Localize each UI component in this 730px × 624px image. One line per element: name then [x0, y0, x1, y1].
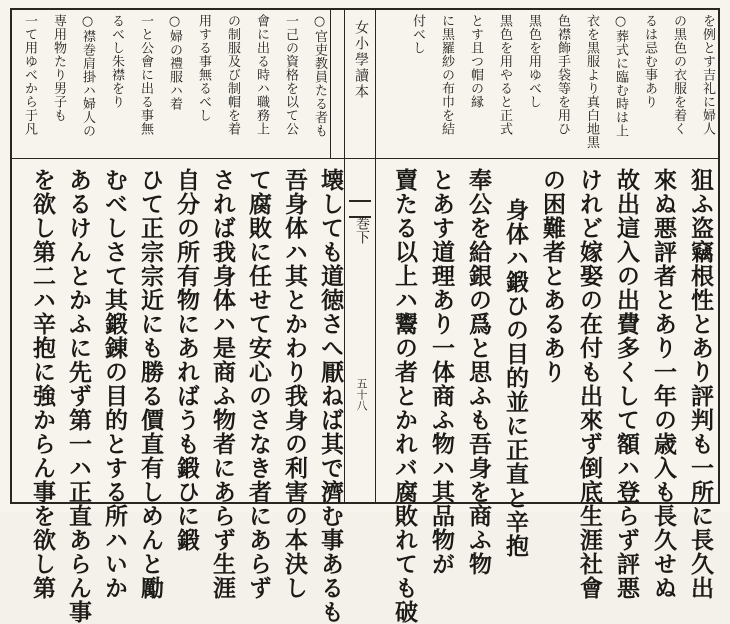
- page-number: 五十八: [355, 378, 368, 411]
- header-left-notes: [12, 10, 331, 158]
- page-frame: [10, 8, 720, 624]
- note-column: ○婦の禮服ハ着: [167, 14, 182, 111]
- main-text-body: [12, 158, 718, 624]
- note-column: 會に出る時ハ職務上: [254, 14, 269, 136]
- note-column: ○襟巻肩掛ハ婦人の: [80, 14, 95, 138]
- note-column: 付べし: [410, 14, 425, 55]
- text-column: けれど嫁娶の在付も出來ず倒底生涯社會: [576, 168, 603, 600]
- note-column: ○官吏教員たる者も: [312, 14, 327, 138]
- main-left-page: [12, 158, 344, 624]
- text-column: されば我身体ハ是商ふ物者にあらず生涯: [209, 168, 236, 600]
- text-column: 賣たる以上ハ鬻の者とかれバ腐敗れても破: [391, 168, 418, 624]
- note-column: に黒羅紗の布巾を結: [439, 14, 454, 136]
- note-column: 専用物たり男子も: [51, 14, 66, 122]
- note-column: の黒色の衣服を着く: [671, 14, 686, 136]
- text-column: て腐敗に任せて安心のさなき者にあらず: [245, 168, 272, 600]
- text-column: ひて正宗宗近にも勝る價直有しめんと勵: [137, 168, 164, 600]
- running-title: 女小學讀本: [353, 20, 369, 100]
- section-heading: 身体ハ鍛ひの目的並に正直と辛抱: [502, 198, 529, 558]
- text-column: 來ぬ悪評者とあり一年の歳入も長久せぬ: [650, 168, 677, 600]
- note-column: るべし朱襟をり: [109, 14, 124, 109]
- text-column: 吾身体ハ其とかわり我身の利害の本決し: [281, 168, 308, 600]
- text-column: 壊しても道徳さへ厭ねば其で濟む事あるも: [317, 168, 344, 624]
- note-column: を例とす吉礼に婦人: [700, 14, 715, 136]
- main-right-page: [378, 158, 718, 624]
- text-column: とあす道理あり一体商ふ物ハ其品物が: [428, 168, 455, 576]
- note-column: 一て用ゆべから于凡: [22, 14, 37, 136]
- note-column: 用する事無るべし: [196, 14, 211, 122]
- note-column: とす且つ帽の縁: [468, 14, 483, 109]
- note-column: 一と公會に出る事無: [138, 14, 153, 136]
- note-column: 黒色を用やると正式: [497, 14, 512, 136]
- header-right-notes: [388, 10, 718, 158]
- note-column: 色襟飾手袋等を用ひ: [555, 14, 570, 136]
- note-column: るは忌む事あり: [642, 14, 657, 109]
- note-column: ○葬式に臨む時は上: [613, 14, 628, 138]
- text-column: 自分の所有物にあればうも鍛ひに鍛: [173, 168, 200, 552]
- text-column: むべしさて其鍛錬の目的とする所ハいか: [101, 168, 128, 600]
- note-column: 一己の資格を以て公: [283, 14, 298, 136]
- text-column: 奉公を給銀の爲と思ふも吾身を商ふ物: [465, 168, 492, 576]
- note-column: 衣を黒服より真白地黒: [584, 14, 599, 149]
- text-column: 故出這入の出費多くして額ハ登らず評悪: [613, 168, 640, 600]
- note-column: 黒色を用ゆべし: [526, 14, 541, 109]
- text-column: あるけんとかふに先ず第一ハ正直あらん事: [65, 168, 92, 624]
- volume-label: 巻下: [354, 216, 370, 244]
- text-column: 狙ふ盗竊根性とあり評判も一所に長久出: [687, 168, 714, 600]
- text-column: の困難者とあるあり: [539, 168, 566, 384]
- text-column: を欲し第二ハ辛抱に強からん事を欲し第: [29, 168, 56, 600]
- note-column: の制服及び制帽を着: [225, 14, 240, 136]
